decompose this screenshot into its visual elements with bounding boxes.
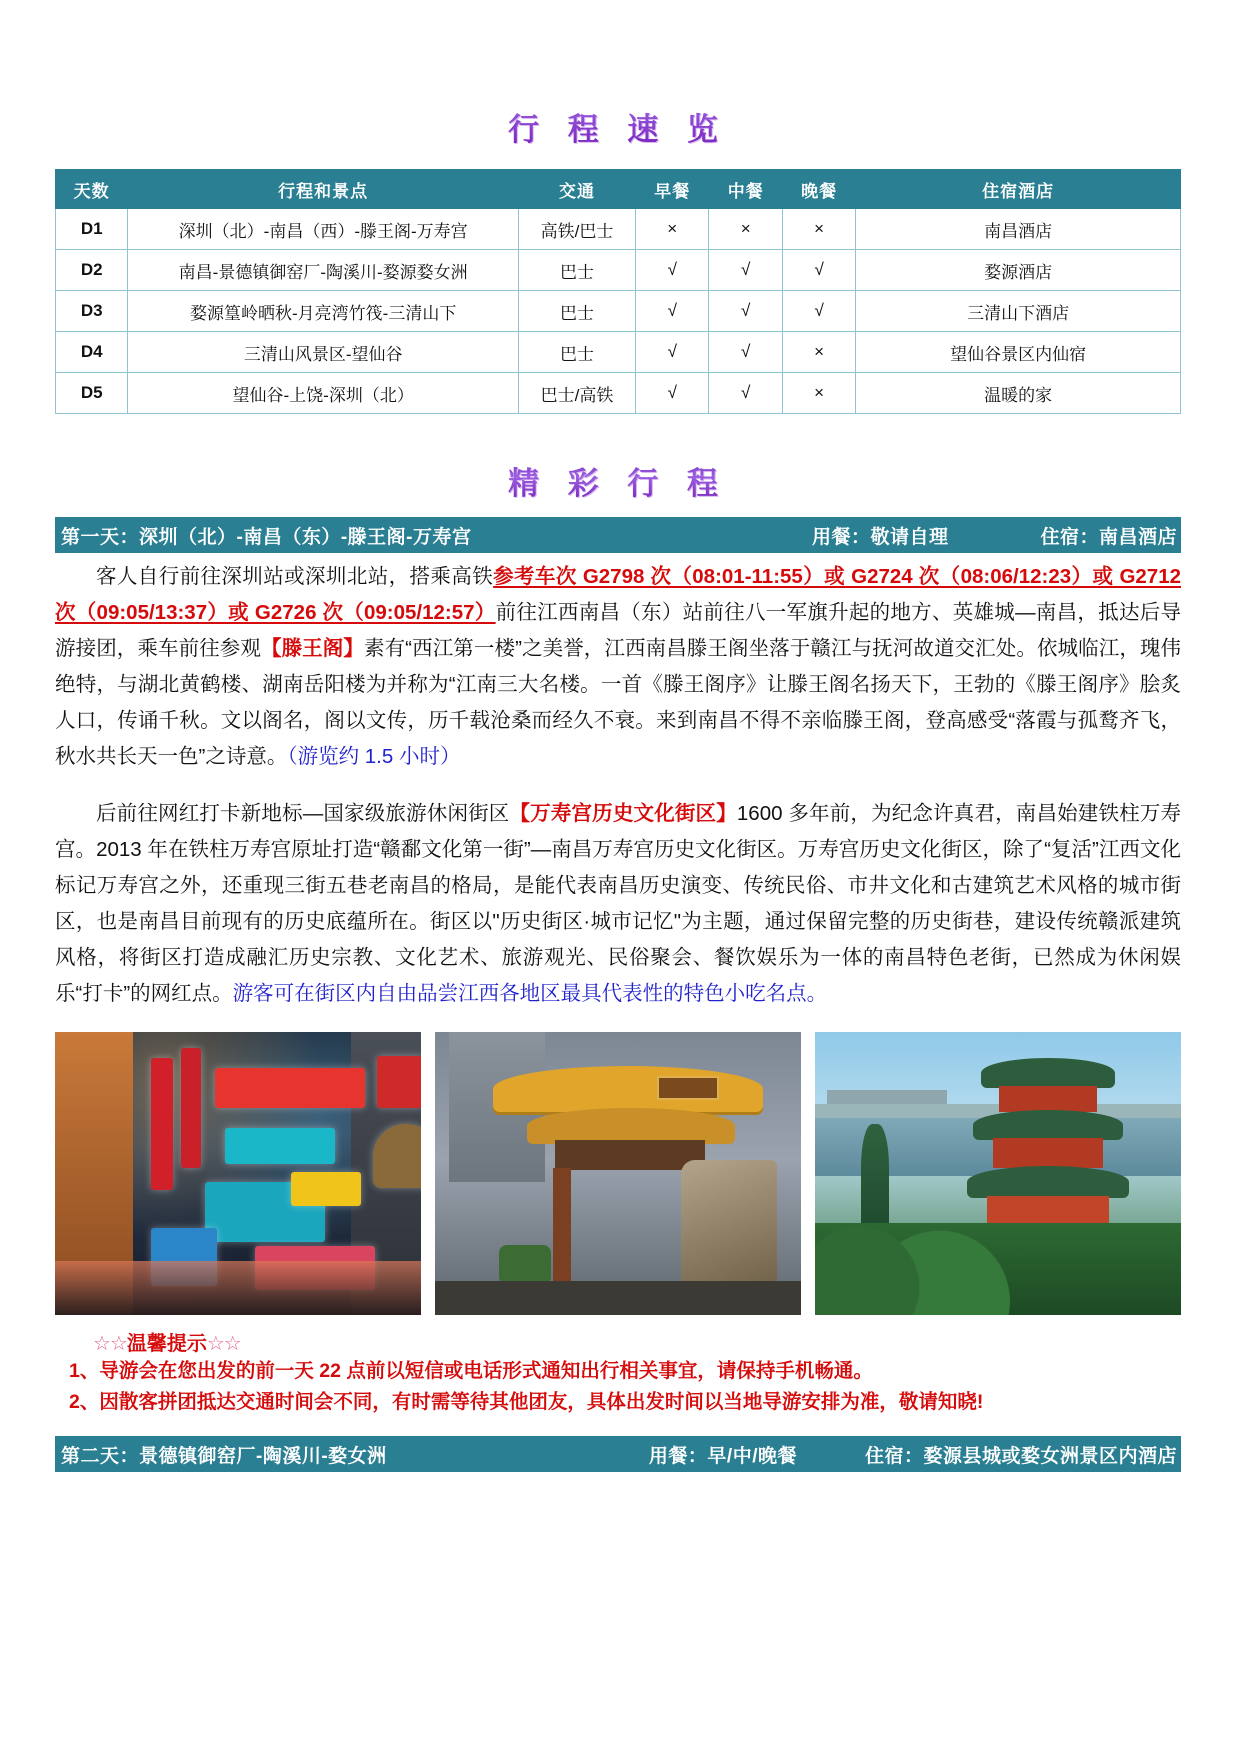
- photo-tengwangge: [815, 1032, 1181, 1315]
- cell-lunch: √: [709, 332, 782, 373]
- overview-section-title: 行 程 速 览: [55, 0, 1181, 149]
- day1-paragraph-1: [55, 559, 1181, 775]
- cell-traffic: 巴士: [518, 332, 635, 373]
- street-crowd: [55, 1261, 421, 1315]
- p2-snacks-note: 游客可在街区内自由品尝江西各地区最具代表性的特色小吃名点。: [232, 981, 828, 1005]
- day1-banner: [55, 517, 1181, 553]
- header-lunch: 中餐: [709, 170, 782, 209]
- p1-tail: 素有“西江第一楼”之美誉，江西南昌滕王阁坐落于赣江与抚河故道交汇处。依城临江，瑰伟绝特，与湖北黄鹤楼、湖南岳阳楼为并称为“江南三大名楼。一首《滕王阁序》让滕王阁名扬天下，王勃的《滕王阁序》脍炙人口，传诵千秋。文以阁名，阁以文传，历千载沧桑而经久不衰。来到南昌不得不亲临滕王阁，登高感受“落霞与孤鹜齐飞，秋水共长天一色”之诗意。: [55, 637, 1182, 768]
- gate-upper-roof: [493, 1066, 763, 1112]
- cell-hotel: 望仙谷景区内仙宿: [856, 332, 1181, 373]
- gate-pillar-left: [553, 1168, 571, 1288]
- table-row: [56, 250, 1181, 291]
- pavilion-body-2: [993, 1138, 1103, 1168]
- cell-route: 婺源篁岭晒秋-月亮湾竹筏-三清山下: [128, 291, 519, 332]
- cell-route: 深圳（北）-南昌（西）-滕王阁-万寿宫: [128, 209, 519, 250]
- header-hotel: 住宿酒店: [856, 170, 1181, 209]
- cell-route: 南昌-景德镇御窑厂-陶溪川-婺源婺女洲: [128, 250, 519, 291]
- cell-hotel: 南昌酒店: [856, 209, 1181, 250]
- cell-hotel: 三清山下酒店: [856, 291, 1181, 332]
- pavilion-roof-2: [973, 1110, 1123, 1140]
- banner-sign-red-1: [151, 1058, 173, 1190]
- banner-sign-red-2: [181, 1048, 201, 1168]
- shop-sign-cyan-1: [225, 1128, 335, 1164]
- warm-tips-block: [55, 1327, 1181, 1418]
- overview-table-wrap: [55, 169, 1181, 414]
- cell-dinner: √: [782, 291, 855, 332]
- cell-dinner: ×: [782, 373, 855, 414]
- table-row: [56, 209, 1181, 250]
- side-pagoda: [861, 1124, 889, 1232]
- header-traffic: 交通: [518, 170, 635, 209]
- cell-day: D2: [56, 250, 128, 291]
- p1-lead: 客人自行前往深圳站或深圳北站，搭乘高铁: [96, 565, 494, 588]
- cell-day: D5: [56, 373, 128, 414]
- p2-lead: 后前往网红打卡新地标—国家级旅游休闲街区: [96, 801, 510, 825]
- cell-breakfast: √: [636, 291, 709, 332]
- shop-sign-red-3: [377, 1056, 421, 1108]
- warm-tip-line: 1、导游会在您出发的前一天 22 点前以短信或电话形式通知出行相关事宜，请保持手机畅通。: [69, 1360, 873, 1382]
- star-left-icon: ☆☆: [93, 1333, 127, 1355]
- cell-lunch: √: [709, 291, 782, 332]
- shop-sign-yellow: [291, 1172, 361, 1206]
- cell-dinner: ×: [782, 209, 855, 250]
- stone-sculpture: [681, 1160, 777, 1300]
- cell-breakfast: √: [636, 373, 709, 414]
- day1-photo-strip: [55, 1032, 1181, 1315]
- p2-spot-wanshougong: 【万寿宫历史文化街区】: [509, 801, 737, 825]
- photo-wanshougong-gate: [435, 1032, 801, 1315]
- cell-traffic: 巴士: [518, 250, 635, 291]
- warm-tips-label: 温馨提示: [126, 1333, 207, 1355]
- day2-banner-meal: 用餐：早/中/晚餐: [648, 1445, 797, 1467]
- cell-traffic: 巴士/高铁: [518, 373, 635, 414]
- day1-paragraph-2: [55, 796, 1181, 1012]
- header-dinner: 晚餐: [782, 170, 855, 209]
- header-route: 行程和景点: [128, 170, 519, 209]
- gate-plaque: [657, 1076, 719, 1100]
- cell-day: D4: [56, 332, 128, 373]
- cell-lunch: √: [709, 373, 782, 414]
- cell-route: 三清山风景区-望仙谷: [128, 332, 519, 373]
- itinerary-overview-table: [55, 169, 1181, 414]
- p1-mid: 前往江西南昌（东）站前往八一军旗升起的地方、英雄城—南昌，抵达后导游接团，乘车前往参观: [55, 601, 1182, 660]
- p2-body: 1600 多年前，为纪念许真君，南昌始建铁柱万寿宫。2013 年在铁柱万寿宫原址打造“赣鄱文化第一街”—南昌万寿宫历史文化街区。万寿宫历史文化街区，除了“复活”江西文化标记万寿宫之外，还重现三街五巷老南昌的格局，是能代表南昌历史演变、传统民俗、市井文化和古建筑艺术风格的城市街区，也是南昌目前现有的历史底蕴所在。街区以"历史街区·城市记忆"为主题，通过保留完整的历史街巷，建设传统赣派建筑风格，将街区打造成融汇历史宗教、文化艺术、旅游观光、民俗聚会、餐饮娱乐为一体的南昌特色老街，已然成为休闲娱乐“打卡”的网红点。: [55, 801, 1182, 1005]
- cell-route: 望仙谷-上饶-深圳（北）: [128, 373, 519, 414]
- day2-banner-stay: 住宿：婺源县城或婺女洲景区内酒店: [864, 1445, 1177, 1467]
- cell-traffic: 高铁/巴士: [518, 209, 635, 250]
- table-row: [56, 373, 1181, 414]
- table-row: [56, 291, 1181, 332]
- day1-banner-stay: 住宿：南昌酒店: [1040, 526, 1177, 548]
- highlights-section-title: 精 彩 行 程: [55, 414, 1181, 503]
- day2-banner: [55, 1436, 1181, 1472]
- cell-dinner: √: [782, 250, 855, 291]
- cell-breakfast: √: [636, 250, 709, 291]
- table-header-row: [56, 170, 1181, 209]
- cell-day: D3: [56, 291, 128, 332]
- pavilion-body-1: [999, 1086, 1097, 1112]
- foreground-trees: [815, 1223, 1181, 1315]
- cell-lunch: ×: [709, 209, 782, 250]
- cell-hotel: 婺源酒店: [856, 250, 1181, 291]
- warm-tips-title: [93, 1327, 1181, 1356]
- shop-sign-main: [215, 1068, 365, 1108]
- day1-banner-meal: 用餐：敬请自理: [811, 526, 949, 548]
- p1-spot-tengwangge: 【滕王阁】: [260, 637, 364, 660]
- street-ground: [435, 1281, 801, 1315]
- day2-banner-route: 第二天：景德镇御窑厂-陶溪川-婺女洲: [61, 1445, 387, 1467]
- star-right-icon: ☆☆: [206, 1333, 241, 1355]
- shrub: [499, 1245, 551, 1285]
- cell-dinner: ×: [782, 332, 855, 373]
- header-breakfast: 早餐: [636, 170, 709, 209]
- photo-nanchang-food-street: [55, 1032, 421, 1315]
- cell-hotel: 温暖的家: [856, 373, 1181, 414]
- p1-train-numbers: 参考车次 G2798 次（08:01-11:55）或 G2724 次（08:06/12:23）或 G2712 次（09:05/13:37）或 G2726 次（09:05/12:57）: [55, 565, 1181, 624]
- header-day: 天数: [56, 170, 128, 209]
- pavilion-roof-3: [967, 1166, 1129, 1198]
- cell-breakfast: ×: [636, 209, 709, 250]
- table-row: [56, 332, 1181, 373]
- cell-lunch: √: [709, 250, 782, 291]
- cell-traffic: 巴士: [518, 291, 635, 332]
- p1-duration: （游览约 1.5 小时）: [287, 745, 461, 768]
- pavilion-roof-1: [981, 1058, 1115, 1088]
- cell-day: D1: [56, 209, 128, 250]
- warm-tip-line: 2、因散客拼团抵达交通时间会不同，有时需等待其他团友，具体出发时间以当地导游安排为准，敬请知晓!: [69, 1391, 984, 1413]
- cell-breakfast: √: [636, 332, 709, 373]
- gate-lower-roof: [527, 1108, 735, 1144]
- day1-banner-route: 第一天：深圳（北）-南昌（东）-滕王阁-万寿宫: [61, 526, 472, 548]
